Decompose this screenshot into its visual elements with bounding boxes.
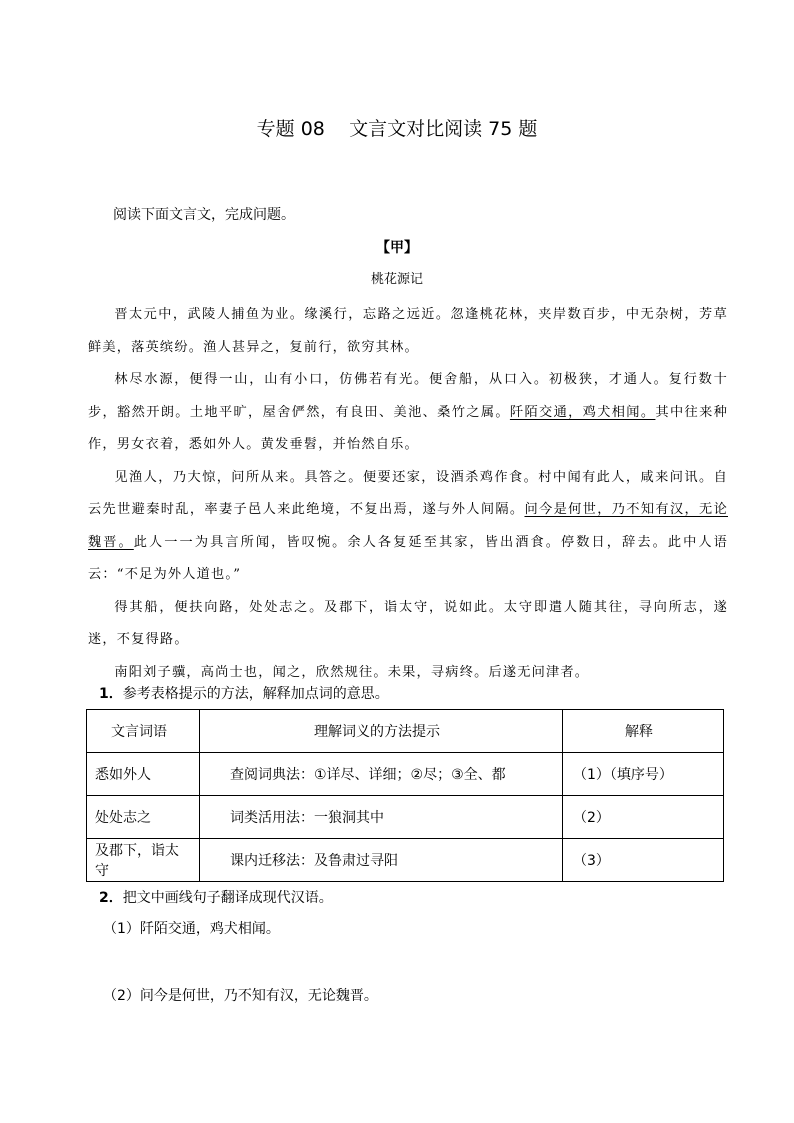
table-cell-answer: （1）（填序号） <box>563 753 724 796</box>
question-2 <box>99 888 333 908</box>
table-cell-word: 悉如外人 <box>87 753 200 796</box>
question-1-number: 1． <box>99 686 123 702</box>
table-header-cell: 理解词义的方法提示 <box>200 710 563 753</box>
passage-p3-text-a: 见渔人，乃大惊，问所从来。具答之。便要还家，设酒杀鸡作食。村中闻有此人，咸来问讯。自云先世避秦时乱，率妻子邑人来此绝境，不复出焉，遂与外人间隔。 <box>88 469 728 517</box>
instruction-text: 阅读下面文言文，完成问题。 <box>113 207 295 223</box>
table-cell-method: 课内迁移法：及鲁肃过寻阳 <box>200 839 563 882</box>
passage-p3-text-b: 此人一一为具言所闻，皆叹惋。余人各复延至其家，皆出酒食。停数日，辞去。此中人语云：“不足为外人道也。” <box>88 534 728 582</box>
passage-p2-text-a: 林尽水源，便得一山，山有小口，仿佛若有光。便舍船，从口入。初极狭，才通人。复行数十步，豁然开朗。土地平旷，屋舍俨然，有良田、美池、桑竹之属。 <box>88 372 728 420</box>
title-main: 文言文对比阅读 75 题 <box>349 118 538 140</box>
table-row <box>87 753 724 796</box>
question-2-text: 把文中画线句子翻译成现代汉语。 <box>122 890 333 906</box>
table-header-cell: 文言词语 <box>87 710 200 753</box>
question-2-sub-2: （2）问今是何世，乃不知有汉，无论魏晋。 <box>103 988 378 1004</box>
title-prefix: 专题 08 <box>256 118 325 140</box>
passage-title: 桃花源记 <box>370 272 423 287</box>
passage-paragraph-1: 晋太元中，武陵人捕鱼为业。缘溪行，忘路之远近。忽逢桃花林，夹岸数百步，中无杂树，芳草鲜美，落英缤纷。渔人甚异之，复前行，欲穷其林。 <box>88 307 728 355</box>
table-cell-word: 处处志之 <box>87 796 200 839</box>
passage-p2-text-b: 其中往来种作，男女衣着，悉如外人。黄发垂髫，并怡然自乐。 <box>88 404 729 452</box>
passage-paragraph-4: 得其船，便扶向路，处处志之。及郡下，诣太守，说如此。太守即遣人随其往，寻向所志，遂迷，不复得路。 <box>88 599 728 647</box>
question-1-text: 参考表格提示的方法，解释加点词的意思。 <box>122 686 389 702</box>
table-row <box>87 839 724 882</box>
table-cell-method: 词类活用法：一狼洞其中 <box>200 796 563 839</box>
table-row <box>87 796 724 839</box>
table-cell-answer: （2） <box>563 796 724 839</box>
passage-paragraph-5: 南阳刘子骥，高尚士也，闻之，欣然规往。未果，寻病终。后遂无问津者。 <box>114 664 590 680</box>
page-title <box>0 116 794 142</box>
underlined-sentence-2: 问今是何世，乃不知有汉，无论魏晋。 <box>88 502 728 550</box>
passage-body <box>88 299 728 689</box>
table-header-row <box>87 710 724 753</box>
table-cell-word: 及郡下，诣太守 <box>87 839 200 882</box>
question-1 <box>99 684 389 704</box>
section-label: 【甲】 <box>376 240 418 256</box>
question-2-number: 2． <box>99 890 123 906</box>
table-header-cell: 解释 <box>563 710 724 753</box>
table-cell-answer: （3） <box>563 839 724 882</box>
passage-paragraph-2 <box>88 364 728 462</box>
underlined-sentence-1: 阡陌交通，鸡犬相闻。 <box>509 404 656 420</box>
method-table <box>86 709 724 882</box>
table-cell-method: 查阅词典法：①详尽、详细；②尽；③全、都 <box>200 753 563 796</box>
question-2-sub-1: （1）阡陌交通，鸡犬相闻。 <box>103 921 280 937</box>
passage-paragraph-3 <box>88 462 728 592</box>
